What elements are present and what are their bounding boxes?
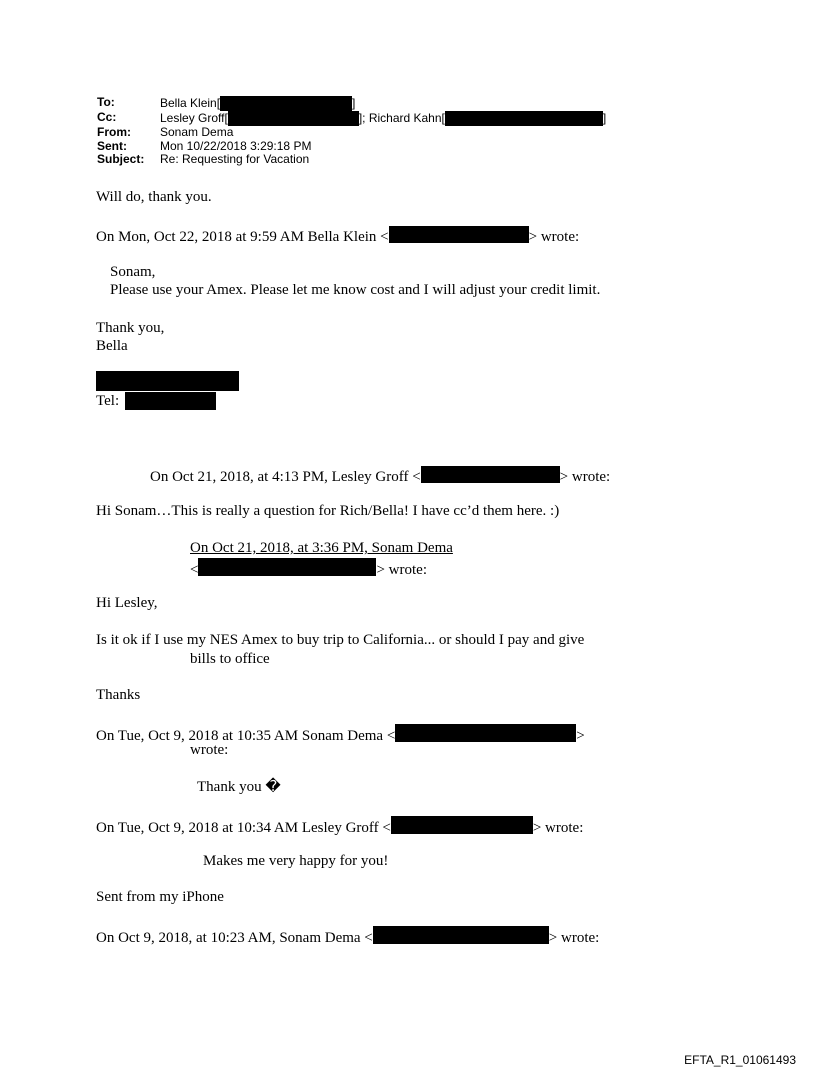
quote3-wrote: > wrote:	[376, 562, 427, 578]
redaction-block	[395, 724, 576, 742]
quote4-intro: On Tue, Oct 9, 2018 at 10:35 AM Sonam Dema <	[96, 728, 396, 744]
quote4-wrote: wrote:	[190, 742, 229, 758]
quote4-close: >	[576, 728, 585, 744]
sonam-greeting: Hi Lesley,	[96, 595, 158, 611]
email-header	[97, 96, 606, 167]
quote6-wrote: > wrote:	[548, 930, 600, 946]
redaction-block	[391, 816, 533, 834]
quote6-attribution	[96, 926, 599, 947]
redaction-block	[198, 558, 376, 576]
thank-you-text: Thank you �	[197, 779, 281, 795]
redaction-block	[373, 926, 549, 944]
quote2-attribution	[150, 466, 610, 486]
sonam-text-line2: bills to office	[190, 651, 270, 667]
subject-value: Re: Requesting for Vacation	[160, 152, 310, 167]
redaction-block	[228, 111, 359, 126]
sonam-text-line1: Is it ok if I use my NES Amex to buy trip to California... or should I pay and give	[96, 632, 585, 648]
document-id: EFTA_R1_01061493	[684, 1053, 796, 1067]
to-label: To:	[97, 95, 115, 109]
cc-mid: ]; Richard Kahn[	[358, 110, 445, 125]
redaction-block	[421, 466, 560, 483]
subject-row	[97, 153, 606, 167]
to-row	[97, 96, 606, 111]
sent-value: Mon 10/22/2018 3:29:18 PM	[160, 138, 312, 153]
sent-row	[97, 140, 606, 154]
bella-greeting: Sonam,	[110, 264, 156, 280]
quote3-line1: On Oct 21, 2018, at 3:36 PM, Sonam Dema	[190, 540, 453, 556]
happy-text: Makes me very happy for you!	[203, 853, 389, 869]
sent-from-iphone: Sent from my iPhone	[96, 889, 224, 905]
redaction-block	[389, 226, 529, 243]
sent-label: Sent:	[97, 138, 127, 153]
bella-text: Please use your Amex. Please let me know cost and I will adjust your credit limit.	[110, 282, 601, 298]
bella-name: Bella	[96, 338, 128, 354]
cc-row	[97, 111, 606, 126]
redaction-block	[220, 96, 352, 111]
quote1-intro: On Mon, Oct 22, 2018 at 9:59 AM Bella Klein <	[96, 229, 389, 245]
bella-thanks: Thank you,	[96, 320, 165, 336]
quote4-attribution	[96, 724, 585, 745]
quote1-attribution	[96, 226, 579, 246]
redaction-block	[96, 371, 239, 391]
quote2-intro: On Oct 21, 2018, at 4:13 PM, Lesley Groff <	[150, 469, 421, 485]
lesley-text: Hi Sonam…This is really a question for Rich/Bella! I have cc’d them here. :)	[96, 503, 560, 519]
to-value: Bella Klein[	[160, 95, 221, 110]
quote3-line2	[190, 558, 427, 579]
quote5-wrote: > wrote:	[532, 820, 584, 836]
redaction-block	[125, 392, 216, 410]
from-row	[97, 126, 606, 140]
from-label: From:	[97, 125, 131, 139]
quote3-open: <	[190, 562, 199, 578]
quote5-intro: On Tue, Oct 9, 2018 at 10:34 AM Lesley Groff <	[96, 820, 391, 836]
quote5-attribution	[96, 816, 583, 837]
sonam-thanks: Thanks	[96, 687, 141, 703]
quote1-wrote: > wrote:	[528, 229, 580, 245]
cc-close: ]	[602, 110, 607, 125]
subject-label: Subject:	[97, 152, 145, 167]
cc-value: Lesley Groff[	[160, 110, 228, 125]
redaction-block	[445, 111, 603, 126]
reply-text: Will do, thank you.	[96, 189, 212, 205]
to-close: ]	[352, 95, 356, 110]
tel-label: Tel:	[96, 393, 120, 409]
quote6-intro: On Oct 9, 2018, at 10:23 AM, Sonam Dema <	[96, 930, 373, 946]
cc-label: Cc:	[97, 110, 117, 124]
quote2-wrote: > wrote:	[559, 469, 611, 485]
from-value: Sonam Dema	[160, 125, 234, 139]
